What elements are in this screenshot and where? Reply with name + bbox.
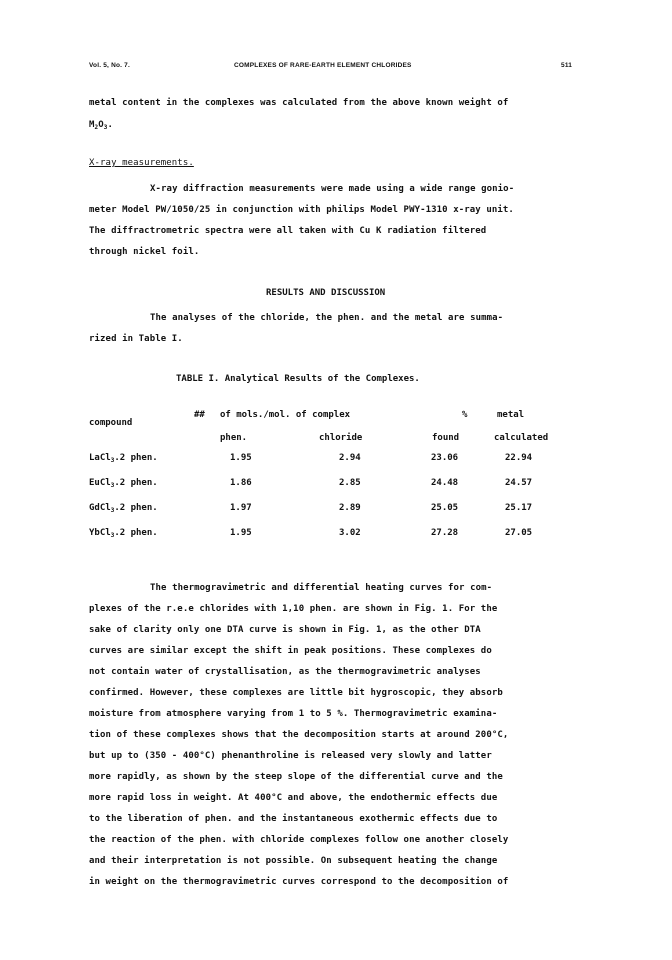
xray-line-1: X-ray diffraction measurements were made using a wide range gonio- — [150, 184, 515, 194]
cell-calculated: 24.57 — [505, 478, 533, 488]
body-line-2: plexes of the r.e.e chlorides with 1,10 phen. are shown in Fig. 1. For the — [89, 604, 498, 614]
compound-base: LaCl — [89, 453, 111, 463]
cell-found: 23.06 — [431, 453, 459, 463]
compound-base: YbCl — [89, 528, 111, 538]
body-line-8: tion of these complexes shows that the decomposition starts at around 200°C, — [89, 730, 509, 740]
xray-line-3: The diffractrometric spectra were all taken with Cu K radiation filtered — [89, 226, 487, 236]
results-line-2: rized in Table I. — [89, 334, 183, 344]
cell-chloride: 2.89 — [339, 503, 361, 513]
cell-calculated: 27.05 — [505, 528, 533, 538]
body-line-7: moisture from atmosphere varying from 1 to 5 %. Thermogravimetric examina- — [89, 709, 498, 719]
compound-base: EuCl — [89, 478, 111, 488]
compound-suffix: .2 phen. — [114, 453, 158, 463]
body-line-15: in weight on the thermogravimetric curves correspond to the decomposition of — [89, 877, 509, 887]
intro-line-1: metal content in the complexes was calculated from the above known weight of — [89, 98, 509, 108]
table-header-chloride: chloride — [319, 433, 363, 443]
cell-chloride: 3.02 — [339, 528, 361, 538]
body-line-10: more rapidly, as shown by the steep slope of the differential curve and the — [89, 772, 503, 782]
body-line-14: and their interpretation is not possible. On subsequent heating the change — [89, 856, 498, 866]
xray-line-2: meter Model PW/1050/25 in conjunction with philips Model PWY-1310 x-ray unit. — [89, 205, 514, 215]
body-line-6: confirmed. However, these complexes are little bit hygroscopic, they absorb — [89, 688, 503, 698]
page-number: 511 — [561, 62, 573, 69]
table-header-found: found — [432, 433, 460, 443]
cell-calculated: 22.94 — [505, 453, 533, 463]
cell-phen: 1.97 — [230, 503, 252, 513]
compound-sub: 3 — [110, 532, 115, 539]
cell-compound — [89, 478, 158, 488]
table-header-compound: compound — [89, 418, 133, 428]
compound-sub: 3 — [110, 507, 115, 514]
formula-period: . — [107, 120, 114, 130]
cell-calculated: 25.17 — [505, 503, 533, 513]
cell-found: 24.48 — [431, 478, 459, 488]
body-line-5: not contain water of crystallisation, as the thermogravimetric analyses — [89, 667, 481, 677]
body-line-13: the reaction of the phen. with chloride complexes follow one another closely — [89, 835, 509, 845]
xray-line-4: through nickel foil. — [89, 247, 200, 257]
cell-phen: 1.95 — [230, 453, 252, 463]
compound-sub: 3 — [110, 482, 115, 489]
body-line-11: more rapid loss in weight. At 400°C and above, the endothermic effects due — [89, 793, 498, 803]
intro-line-2 — [89, 120, 113, 130]
cell-phen: 1.95 — [230, 528, 252, 538]
cell-phen: 1.86 — [230, 478, 252, 488]
cell-chloride: 2.85 — [339, 478, 361, 488]
formula-m: M — [89, 120, 95, 130]
table-header-metal: metal — [497, 410, 525, 420]
body-line-12: to the liberation of phen. and the instantaneous exothermic effects due to — [89, 814, 498, 824]
compound-suffix: .2 phen. — [114, 528, 158, 538]
section-heading-xray: X-ray measurements. — [89, 158, 194, 168]
table-header-calculated: calculated — [494, 433, 549, 443]
cell-chloride: 2.94 — [339, 453, 361, 463]
formula-o: O — [98, 120, 104, 130]
body-line-9: but up to (350 - 400°C) phenanthroline is released very slowly and latter — [89, 751, 492, 761]
table-header-percent: % — [462, 410, 468, 420]
compound-base: GdCl — [89, 503, 111, 513]
body-line-4: curves are similar except the shift in peak positions. These complexes do — [89, 646, 492, 656]
body-line-3: sake of clarity only one DTA curve is shown in Fig. 1, as the other DTA — [89, 625, 481, 635]
cell-found: 27.28 — [431, 528, 459, 538]
table-header-mols: of mols./mol. of complex — [220, 410, 351, 420]
body-line-1: The thermogravimetric and differential heating curves for com- — [150, 583, 493, 593]
compound-sub: 3 — [110, 457, 115, 464]
compound-suffix: .2 phen. — [114, 478, 158, 488]
running-header-title: COMPLEXES OF RARE-EARTH ELEMENT CHLORIDES — [234, 62, 412, 69]
running-header-volume: Vol. 5, No. 7. — [89, 62, 130, 69]
formula-sub-2: 2 — [94, 124, 99, 131]
cell-compound — [89, 503, 158, 513]
formula-sub-3: 3 — [103, 124, 108, 131]
table-header-hash: ## — [194, 410, 205, 420]
cell-found: 25.05 — [431, 503, 459, 513]
table-header-phen: phen. — [220, 433, 248, 443]
section-heading-results: RESULTS AND DISCUSSION — [266, 288, 386, 298]
cell-compound — [89, 453, 158, 463]
cell-compound — [89, 528, 158, 538]
table-caption: TABLE I. Analytical Results of the Complexes. — [176, 374, 420, 384]
compound-suffix: .2 phen. — [114, 503, 158, 513]
results-line-1: The analyses of the chloride, the phen. and the metal are summa- — [150, 313, 504, 323]
